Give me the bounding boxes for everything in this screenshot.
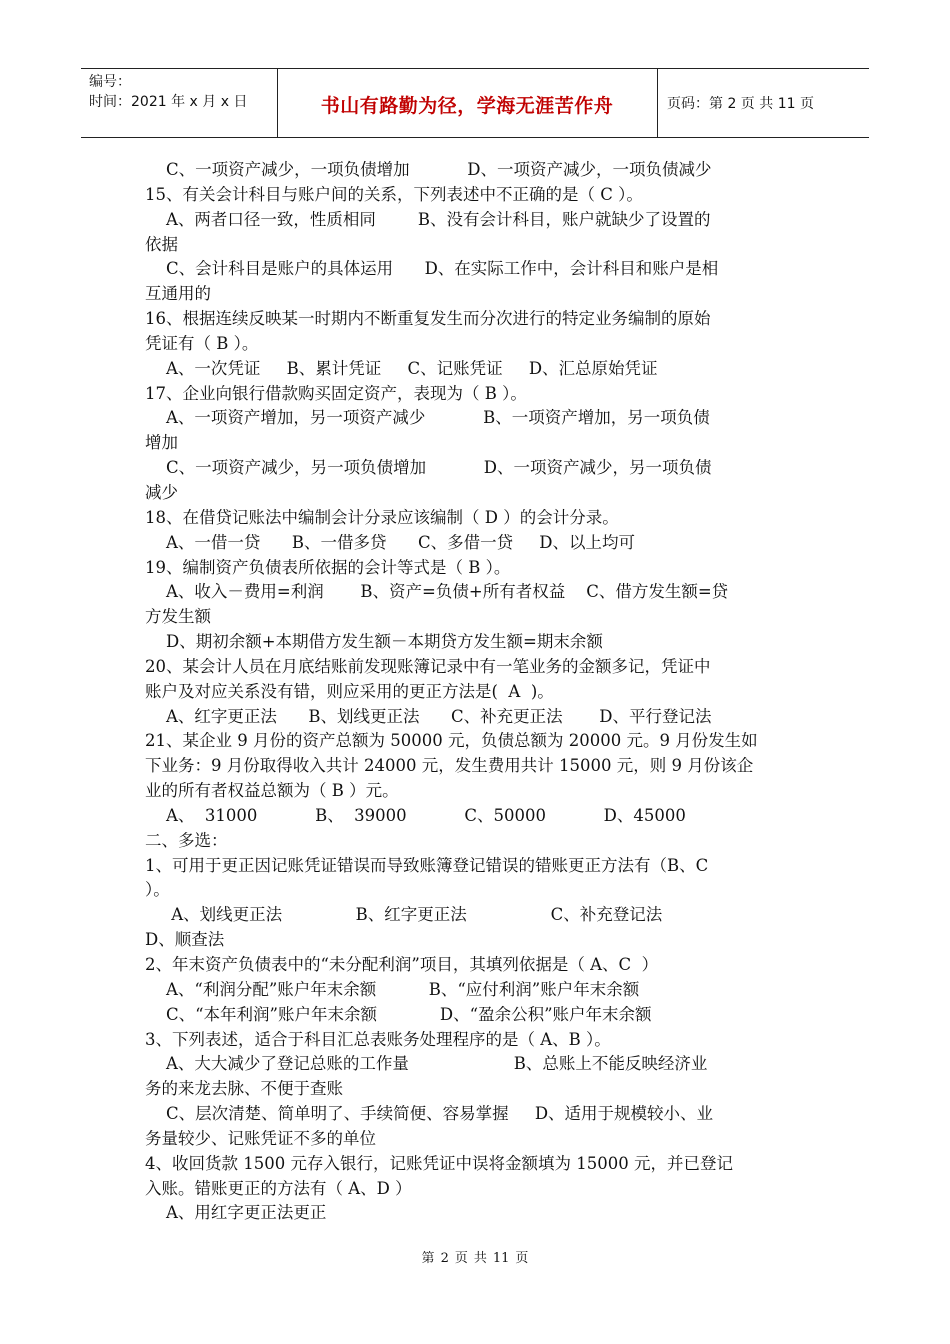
text-line: 增加 (145, 433, 178, 453)
text-line: A、大大减少了登记总账的工作量 B、总账上不能反映经济业 (145, 1054, 708, 1074)
text-line: 依据 (145, 234, 178, 254)
text-line: 3、下列表述，适合于科目汇总表账务处理程序的是（ A、B ）。 (145, 1029, 611, 1049)
text-line: D、顺查法 (145, 930, 225, 950)
text-line: A、用红字更正法更正 (145, 1203, 327, 1223)
footer-ye: 页 (454, 1251, 468, 1266)
footer-page-number: 2 (440, 1251, 449, 1266)
text-line: A、红字更正法 B、划线更正法 C、补充更正法 D、平行登记法 (145, 706, 712, 726)
text-line: D、期初余额+本期借方发生额－本期贷方发生额=期末余额 (145, 632, 603, 652)
text-line: 务的来龙去脉、不便于查账 (145, 1079, 343, 1099)
text-line: A、划线更正法 B、红字更正法 C、补充登记法 (145, 905, 663, 925)
header-page-cell (657, 69, 869, 137)
text-line: C、会计科目是账户的具体运用 D、在实际工作中，会计科目和账户是相 (145, 259, 719, 279)
text-line: A、“利润分配”账户年末余额 B、“应付利润”账户年末余额 (145, 979, 640, 999)
footer-di: 第 (421, 1251, 435, 1266)
text-line: C、“本年利润”账户年末余额 D、“盈余公积”账户年末余额 (145, 1004, 652, 1024)
footer-total-pages: 11 (492, 1251, 510, 1266)
text-line: 务量较少、记账凭证不多的单位 (145, 1128, 376, 1148)
text-line: 20、某会计人员在月底结账前发现账簿记录中有一笔业务的金额多记，凭证中 (145, 656, 711, 676)
document-number-label: 编号： (89, 74, 131, 90)
footer-ye-2: 页 (515, 1251, 529, 1266)
text-line: 2、年末资产负债表中的“未分配利润”项目，其填列依据是（ A、C ） (145, 955, 659, 974)
page-footer (0, 1247, 950, 1266)
header-info-cell (81, 69, 278, 137)
page-header (81, 68, 869, 138)
text-line: 业的所有者权益总额为（ B ）元。 (145, 781, 399, 801)
header-motto-cell (277, 69, 658, 137)
header-motto: 书山有路勤为径，学海无涯苦作舟 (320, 95, 614, 117)
text-line: A、一借一贷 B、一借多贷 C、多借一贷 D、以上均可 (145, 532, 636, 552)
text-line: 15、有关会计科目与账户间的关系，下列表述中不正确的是（ C ）。 (145, 184, 643, 204)
text-line: 二、多选： (145, 830, 228, 850)
document-date-label: 时间：2021 年 x 月 x 日 (89, 94, 248, 110)
text-line: 21、某企业 9 月份的资产总额为 50000 元，负债总额为 20000 元。9 月份发生如 (145, 731, 758, 751)
footer-gong: 共 (473, 1251, 487, 1266)
text-line: A、一项资产增加，另一项资产减少 B、一项资产增加，另一项负债 (145, 408, 710, 428)
text-line: 16、根据连续反映某一时期内不断重复发生而分次进行的特定业务编制的原始 (145, 309, 711, 329)
text-line: A、收入－费用=利润 B、资产=负债+所有者权益 C、借方发生额=贷 (145, 582, 729, 602)
text-line: ）。 (145, 880, 170, 900)
text-line: 入账。错账更正的方法有（ A、D ） (145, 1178, 412, 1198)
text-line: C、层次清楚、简单明了、手续简便、容易掌握 D、适用于规模较小、业 (145, 1104, 714, 1124)
text-line: A、 31000 B、 39000 C、50000 D、45000 (145, 805, 686, 825)
text-line: 19、编制资产负债表所依据的会计等式是（ B ）。 (145, 557, 511, 577)
text-line: 凭证有（ B ）。 (145, 333, 259, 353)
text-line: A、两者口径一致，性质相同 B、没有会计科目，账户就缺少了设置的 (145, 209, 711, 229)
text-line: 方发生额 (145, 607, 211, 627)
text-line: C、一项资产减少，一项负债增加 D、一项资产减少，一项负债减少 (145, 160, 712, 179)
text-line: 17、企业向银行借款购买固定资产，表现为（ B ）。 (145, 383, 527, 403)
text-line: A、一次凭证 B、累计凭证 C、记账凭证 D、汇总原始凭证 (145, 358, 658, 378)
text-line: 减少 (145, 482, 178, 502)
text-line: C、一项资产减少，另一项负债增加 D、一项资产减少，另一项负债 (145, 458, 712, 478)
text-line: 1、可用于更正因记账凭证错误而导致账簿登记错误的错账更正方法有（B、C (145, 855, 709, 875)
text-line: 18、在借贷记账法中编制会计分录应该编制（ D ）的会计分录。 (145, 507, 619, 527)
header-page-number: 页码：第 2 页 共 11 页 (667, 96, 814, 112)
document-body (145, 158, 810, 1226)
text-line: 4、收回货款 1500 元存入银行，记账凭证中误将金额填为 15000 元，并已登记 (145, 1153, 733, 1173)
text-line: 下业务：9 月份取得收入共计 24000 元，发生费用共计 15000 元，则 9 月份该企 (145, 756, 754, 776)
text-line: 互通用的 (145, 284, 211, 304)
text-line: 账户及对应关系没有错，则应采用的更正方法是( A )。 (145, 681, 554, 701)
